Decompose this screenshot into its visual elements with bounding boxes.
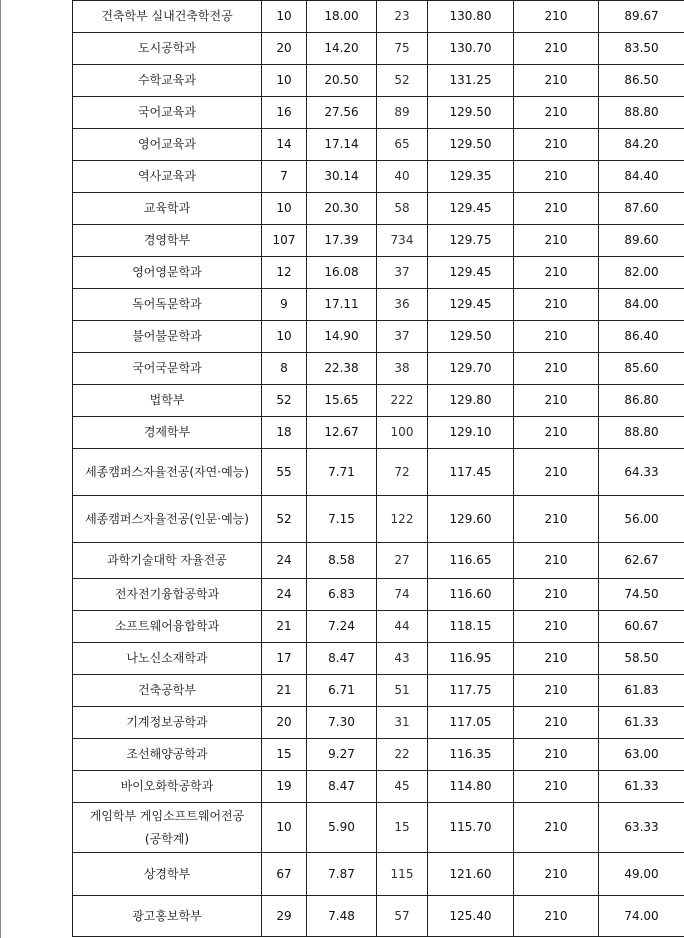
cell-total-score: 210 <box>514 193 599 225</box>
cell-final-score: 88.80 <box>599 97 684 129</box>
cell-total-score: 210 <box>514 707 599 739</box>
cell-final-score: 74.50 <box>599 579 684 611</box>
table-row <box>73 896 684 937</box>
table-row <box>73 1 684 33</box>
table-row <box>73 321 684 353</box>
cell-cutoff-score: 129.60 <box>428 496 514 543</box>
table-row <box>73 65 684 97</box>
cell-final-score: 89.60 <box>599 225 684 257</box>
cell-competition-ratio: 8.58 <box>307 543 377 579</box>
cell-cutoff-score: 125.40 <box>428 896 514 937</box>
cell-total-score: 210 <box>514 1 599 33</box>
cell-cutoff-score: 116.60 <box>428 579 514 611</box>
cell-applicants: 22 <box>377 739 428 771</box>
cell-competition-ratio: 8.47 <box>307 643 377 675</box>
cell-cutoff-score: 129.50 <box>428 129 514 161</box>
cell-final-score: 61.33 <box>599 707 684 739</box>
cell-cutoff-score: 129.50 <box>428 321 514 353</box>
cell-department: 소프트웨어융합학과 <box>73 611 262 643</box>
cell-competition-ratio: 7.15 <box>307 496 377 543</box>
cell-department: 건축학부 실내건축학전공 <box>73 1 262 33</box>
cell-department: 독어독문학과 <box>73 289 262 321</box>
cell-final-score: 86.50 <box>599 65 684 97</box>
table-row <box>73 853 684 896</box>
cell-applicants: 23 <box>377 1 428 33</box>
table-row <box>73 643 684 675</box>
cell-competition-ratio: 12.67 <box>307 417 377 449</box>
cell-cutoff-score: 129.70 <box>428 353 514 385</box>
cell-applicants: 37 <box>377 321 428 353</box>
cell-quota: 19 <box>262 771 307 803</box>
cell-quota: 10 <box>262 321 307 353</box>
cell-applicants: 38 <box>377 353 428 385</box>
table-row <box>73 739 684 771</box>
cell-quota: 52 <box>262 385 307 417</box>
cell-cutoff-score: 130.70 <box>428 33 514 65</box>
cell-applicants: 37 <box>377 257 428 289</box>
cell-quota: 24 <box>262 579 307 611</box>
cell-total-score: 210 <box>514 353 599 385</box>
cell-final-score: 60.67 <box>599 611 684 643</box>
cell-quota: 10 <box>262 65 307 97</box>
cell-department: 교육학과 <box>73 193 262 225</box>
table-row <box>73 97 684 129</box>
cell-quota: 20 <box>262 33 307 65</box>
cell-applicants: 65 <box>377 129 428 161</box>
cell-total-score: 210 <box>514 853 599 896</box>
table-body <box>73 1 684 937</box>
table-row <box>73 161 684 193</box>
cell-final-score: 83.50 <box>599 33 684 65</box>
cell-applicants: 40 <box>377 161 428 193</box>
cell-quota: 8 <box>262 353 307 385</box>
cell-applicants: 89 <box>377 97 428 129</box>
cell-quota: 14 <box>262 129 307 161</box>
cell-competition-ratio: 5.90 <box>307 803 377 853</box>
cell-quota: 52 <box>262 496 307 543</box>
table-row <box>73 611 684 643</box>
cell-final-score: 61.33 <box>599 771 684 803</box>
cell-applicants: 74 <box>377 579 428 611</box>
cell-total-score: 210 <box>514 739 599 771</box>
table-row <box>73 417 684 449</box>
cell-final-score: 88.80 <box>599 417 684 449</box>
cell-quota: 29 <box>262 896 307 937</box>
cell-cutoff-score: 131.25 <box>428 65 514 97</box>
cell-quota: 17 <box>262 643 307 675</box>
cell-final-score: 86.80 <box>599 385 684 417</box>
cell-competition-ratio: 17.39 <box>307 225 377 257</box>
cell-competition-ratio: 22.38 <box>307 353 377 385</box>
cell-department: 경제학부 <box>73 417 262 449</box>
cell-final-score: 82.00 <box>599 257 684 289</box>
cell-quota: 9 <box>262 289 307 321</box>
cell-final-score: 84.00 <box>599 289 684 321</box>
table-row <box>73 33 684 65</box>
cell-department: 세종캠퍼스자율전공(자연·예능) <box>73 449 262 496</box>
table-row <box>73 449 684 496</box>
cell-department: 기계정보공학과 <box>73 707 262 739</box>
cell-competition-ratio: 7.30 <box>307 707 377 739</box>
cell-cutoff-score: 129.45 <box>428 257 514 289</box>
cell-cutoff-score: 130.80 <box>428 1 514 33</box>
cell-cutoff-score: 118.15 <box>428 611 514 643</box>
cell-final-score: 61.83 <box>599 675 684 707</box>
table-row <box>73 353 684 385</box>
cell-applicants: 43 <box>377 643 428 675</box>
cell-applicants: 52 <box>377 65 428 97</box>
cell-applicants: 122 <box>377 496 428 543</box>
cell-final-score: 87.60 <box>599 193 684 225</box>
cell-department: 건축공학부 <box>73 675 262 707</box>
cell-competition-ratio: 14.20 <box>307 33 377 65</box>
cell-final-score: 63.00 <box>599 739 684 771</box>
cell-cutoff-score: 115.70 <box>428 803 514 853</box>
cell-total-score: 210 <box>514 289 599 321</box>
cell-department: 상경학부 <box>73 853 262 896</box>
cell-department: 경영학부 <box>73 225 262 257</box>
cell-total-score: 210 <box>514 803 599 853</box>
cell-department: 게임학부 게임소프트웨어전공(공학계) <box>73 803 262 853</box>
cell-cutoff-score: 117.45 <box>428 449 514 496</box>
cell-cutoff-score: 121.60 <box>428 853 514 896</box>
cell-total-score: 210 <box>514 643 599 675</box>
cell-final-score: 74.00 <box>599 896 684 937</box>
cell-competition-ratio: 7.48 <box>307 896 377 937</box>
cell-competition-ratio: 6.71 <box>307 675 377 707</box>
cell-total-score: 210 <box>514 449 599 496</box>
table-row <box>73 771 684 803</box>
page-left-border <box>0 0 1 938</box>
table-row <box>73 707 684 739</box>
cell-total-score: 210 <box>514 896 599 937</box>
cell-department: 세종캠퍼스자율전공(인문·예능) <box>73 496 262 543</box>
cell-total-score: 210 <box>514 97 599 129</box>
cell-applicants: 51 <box>377 675 428 707</box>
cell-quota: 21 <box>262 611 307 643</box>
cell-department: 조선해양공학과 <box>73 739 262 771</box>
cell-quota: 20 <box>262 707 307 739</box>
admissions-table <box>72 0 684 937</box>
cell-competition-ratio: 14.90 <box>307 321 377 353</box>
cell-cutoff-score: 117.05 <box>428 707 514 739</box>
cell-applicants: 31 <box>377 707 428 739</box>
cell-final-score: 56.00 <box>599 496 684 543</box>
cell-total-score: 210 <box>514 543 599 579</box>
cell-applicants: 734 <box>377 225 428 257</box>
cell-total-score: 210 <box>514 417 599 449</box>
cell-quota: 12 <box>262 257 307 289</box>
cell-competition-ratio: 20.30 <box>307 193 377 225</box>
cell-competition-ratio: 16.08 <box>307 257 377 289</box>
cell-quota: 107 <box>262 225 307 257</box>
cell-quota: 10 <box>262 1 307 33</box>
cell-cutoff-score: 129.45 <box>428 289 514 321</box>
table-row <box>73 225 684 257</box>
cell-quota: 67 <box>262 853 307 896</box>
table-row <box>73 257 684 289</box>
cell-cutoff-score: 129.10 <box>428 417 514 449</box>
cell-applicants: 27 <box>377 543 428 579</box>
cell-department: 법학부 <box>73 385 262 417</box>
cell-competition-ratio: 7.24 <box>307 611 377 643</box>
cell-final-score: 89.67 <box>599 1 684 33</box>
cell-department: 전자전기융합공학과 <box>73 579 262 611</box>
cell-department: 과학기술대학 자율전공 <box>73 543 262 579</box>
cell-final-score: 84.40 <box>599 161 684 193</box>
cell-total-score: 210 <box>514 496 599 543</box>
cell-total-score: 210 <box>514 611 599 643</box>
cell-department: 도시공학과 <box>73 33 262 65</box>
cell-department: 영어교육과 <box>73 129 262 161</box>
cell-competition-ratio: 18.00 <box>307 1 377 33</box>
cell-department: 불어불문학과 <box>73 321 262 353</box>
cell-cutoff-score: 129.80 <box>428 385 514 417</box>
cell-applicants: 36 <box>377 289 428 321</box>
cell-applicants: 100 <box>377 417 428 449</box>
cell-cutoff-score: 129.35 <box>428 161 514 193</box>
cell-applicants: 44 <box>377 611 428 643</box>
table-row <box>73 496 684 543</box>
cell-competition-ratio: 6.83 <box>307 579 377 611</box>
cell-total-score: 210 <box>514 161 599 193</box>
cell-quota: 18 <box>262 417 307 449</box>
table-row <box>73 675 684 707</box>
cell-applicants: 15 <box>377 803 428 853</box>
cell-final-score: 49.00 <box>599 853 684 896</box>
cell-final-score: 84.20 <box>599 129 684 161</box>
cell-cutoff-score: 114.80 <box>428 771 514 803</box>
cell-cutoff-score: 116.35 <box>428 739 514 771</box>
cell-department: 국어국문학과 <box>73 353 262 385</box>
cell-applicants: 58 <box>377 193 428 225</box>
cell-competition-ratio: 8.47 <box>307 771 377 803</box>
cell-quota: 10 <box>262 193 307 225</box>
cell-cutoff-score: 116.65 <box>428 543 514 579</box>
cell-department: 바이오화학공학과 <box>73 771 262 803</box>
cell-competition-ratio: 30.14 <box>307 161 377 193</box>
cell-quota: 21 <box>262 675 307 707</box>
cell-cutoff-score: 129.50 <box>428 97 514 129</box>
table-row <box>73 803 684 853</box>
cell-final-score: 62.67 <box>599 543 684 579</box>
cell-department: 나노신소재학과 <box>73 643 262 675</box>
cell-cutoff-score: 117.75 <box>428 675 514 707</box>
cell-competition-ratio: 17.14 <box>307 129 377 161</box>
table-row <box>73 193 684 225</box>
cell-total-score: 210 <box>514 65 599 97</box>
cell-cutoff-score: 116.95 <box>428 643 514 675</box>
table-row <box>73 289 684 321</box>
cell-total-score: 210 <box>514 129 599 161</box>
cell-applicants: 45 <box>377 771 428 803</box>
cell-total-score: 210 <box>514 579 599 611</box>
cell-competition-ratio: 27.56 <box>307 97 377 129</box>
cell-total-score: 210 <box>514 225 599 257</box>
cell-final-score: 85.60 <box>599 353 684 385</box>
cell-quota: 7 <box>262 161 307 193</box>
cell-competition-ratio: 7.71 <box>307 449 377 496</box>
cell-quota: 24 <box>262 543 307 579</box>
cell-total-score: 210 <box>514 321 599 353</box>
table-row <box>73 385 684 417</box>
cell-total-score: 210 <box>514 385 599 417</box>
cell-applicants: 57 <box>377 896 428 937</box>
cell-quota: 15 <box>262 739 307 771</box>
cell-cutoff-score: 129.75 <box>428 225 514 257</box>
cell-final-score: 64.33 <box>599 449 684 496</box>
cell-quota: 55 <box>262 449 307 496</box>
cell-competition-ratio: 9.27 <box>307 739 377 771</box>
cell-department: 영어영문학과 <box>73 257 262 289</box>
cell-applicants: 72 <box>377 449 428 496</box>
cell-final-score: 86.40 <box>599 321 684 353</box>
cell-applicants: 222 <box>377 385 428 417</box>
cell-total-score: 210 <box>514 675 599 707</box>
cell-final-score: 63.33 <box>599 803 684 853</box>
cell-department: 수학교육과 <box>73 65 262 97</box>
cell-total-score: 210 <box>514 33 599 65</box>
cell-competition-ratio: 15.65 <box>307 385 377 417</box>
cell-quota: 10 <box>262 803 307 853</box>
cell-total-score: 210 <box>514 257 599 289</box>
cell-department: 역사교육과 <box>73 161 262 193</box>
cell-total-score: 210 <box>514 771 599 803</box>
table-row <box>73 543 684 579</box>
cell-applicants: 75 <box>377 33 428 65</box>
cell-department: 광고홍보학부 <box>73 896 262 937</box>
cell-department: 국어교육과 <box>73 97 262 129</box>
table-row <box>73 129 684 161</box>
cell-final-score: 58.50 <box>599 643 684 675</box>
table-row <box>73 579 684 611</box>
cell-competition-ratio: 7.87 <box>307 853 377 896</box>
cell-quota: 16 <box>262 97 307 129</box>
cell-competition-ratio: 17.11 <box>307 289 377 321</box>
cell-applicants: 115 <box>377 853 428 896</box>
cell-competition-ratio: 20.50 <box>307 65 377 97</box>
cell-cutoff-score: 129.45 <box>428 193 514 225</box>
